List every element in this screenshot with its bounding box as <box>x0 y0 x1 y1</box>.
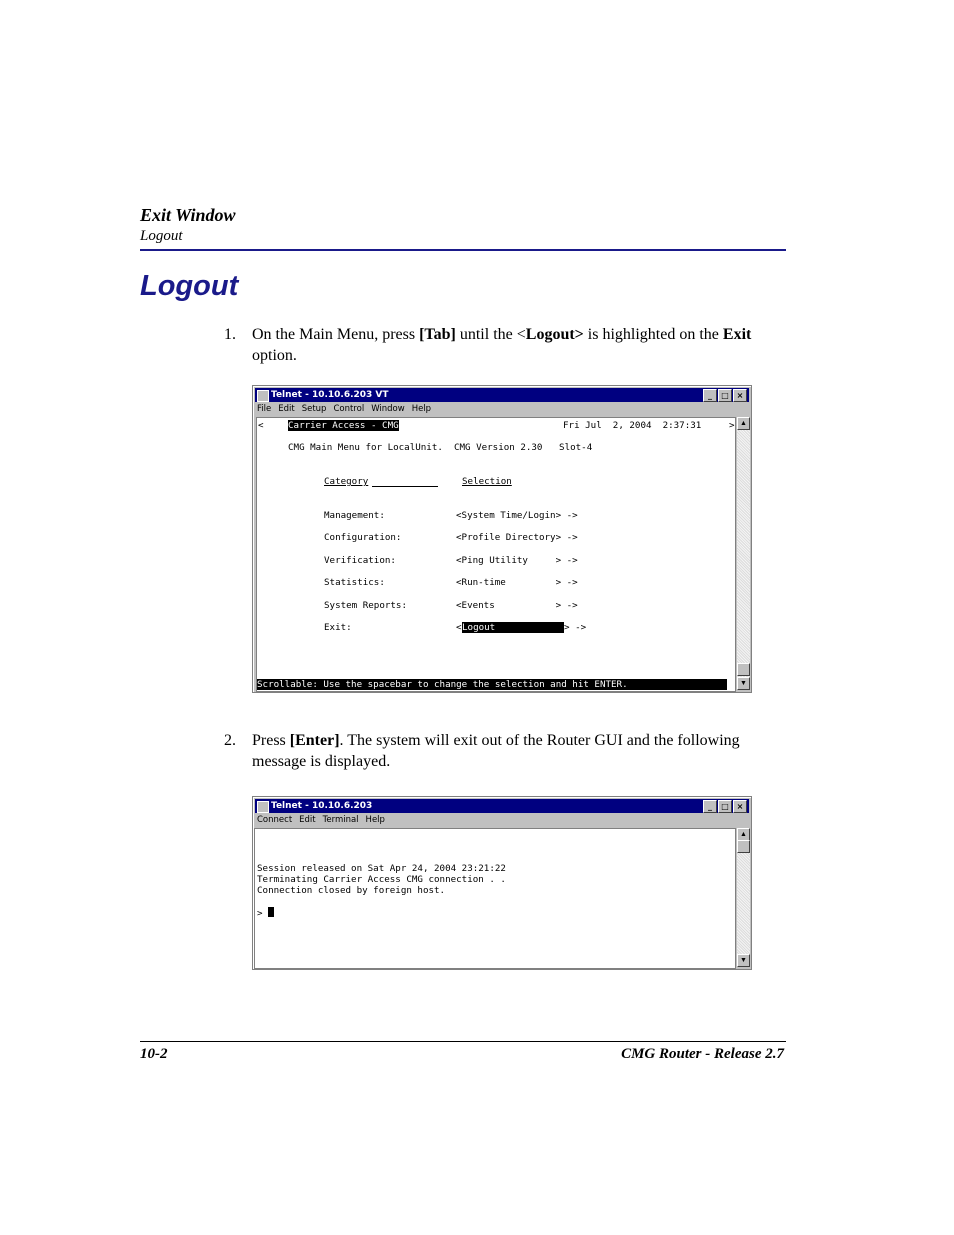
row-label-exit: Exit: <box>324 622 352 633</box>
menu-control[interactable]: Control <box>333 404 365 414</box>
row-value-statistics[interactable]: <Run-time > -> <box>456 577 578 588</box>
menu-edit[interactable]: Edit <box>278 404 295 414</box>
step-number: 2. <box>224 732 236 749</box>
telnet-window-session-closed <box>252 796 752 970</box>
terminating-line: Terminating Carrier Access CMG connection . . <box>257 874 506 885</box>
title-bar <box>255 388 749 402</box>
banner: Carrier Access - CMG <box>288 420 399 431</box>
row-label-configuration: Configuration: <box>324 532 402 543</box>
row-label-system-reports: System Reports: <box>324 600 407 611</box>
step-text: On the Main Menu, press [Tab] until the <Logout> is highlighted on the Exit option. <box>252 326 752 364</box>
close-button[interactable]: × <box>733 800 747 813</box>
connection-closed-line: Connection closed by foreign host. <box>257 885 446 896</box>
status-line: Scrollable: Use the spacebar to change the selection and hit ENTER. <box>257 679 727 690</box>
scroll-up-arrow-icon[interactable]: ▲ <box>737 828 750 841</box>
row-label-statistics: Statistics: <box>324 577 385 588</box>
category-underline <box>372 476 438 487</box>
terminal-screen[interactable] <box>254 828 736 969</box>
window-title: Telnet - 10.10.6.203 <box>271 801 373 811</box>
main-menu-line: CMG Main Menu for LocalUnit. CMG Version 2.30 Slot-4 <box>288 442 593 453</box>
window-title: Telnet - 10.10.6.203 VT <box>271 390 389 400</box>
menu-connect[interactable]: Connect <box>257 815 293 825</box>
vertical-scrollbar[interactable] <box>736 828 750 967</box>
row-value-system-reports[interactable]: <Events > -> <box>456 600 578 611</box>
section-subtitle: Logout <box>140 228 183 244</box>
row-value-configuration[interactable]: <Profile Directory> -> <box>456 532 578 543</box>
telnet-app-icon <box>257 390 269 402</box>
close-button[interactable]: × <box>733 389 747 402</box>
menu-help[interactable]: Help <box>411 404 432 414</box>
step-text: Press [Enter]. The system will exit out of the Router GUI and the following message is displayed. <box>252 732 740 770</box>
step-1 <box>224 324 786 368</box>
menu-help[interactable]: Help <box>365 815 385 825</box>
page-number: 10-2 <box>140 1046 168 1062</box>
header-rule <box>140 249 786 251</box>
title-bar <box>255 799 749 813</box>
maximize-button[interactable]: □ <box>718 800 732 813</box>
text-cursor <box>268 907 274 917</box>
menu-terminal[interactable]: Terminal <box>322 815 359 825</box>
row-value-verification[interactable]: <Ping Utility > -> <box>456 555 578 566</box>
scroll-down-arrow-icon[interactable]: ▼ <box>737 677 750 690</box>
minimize-button[interactable]: _ <box>703 389 717 402</box>
logout-selection-highlighted[interactable]: Logout <box>462 622 564 633</box>
selection-header: Selection <box>462 476 512 487</box>
scroll-down-arrow-icon[interactable]: ▼ <box>737 954 750 967</box>
menu-bar <box>257 814 392 827</box>
row-value-management[interactable]: <System Time/Login> -> <box>456 510 578 521</box>
menu-window[interactable]: Window <box>371 404 405 414</box>
chapter-title: Exit Window <box>140 205 236 225</box>
scroll-thumb[interactable] <box>737 663 750 676</box>
row-label-management: Management: <box>324 510 385 521</box>
tab-key: [Tab] <box>419 326 456 343</box>
row-label-verification: Verification: <box>324 555 396 566</box>
telnet-app-icon <box>257 801 269 813</box>
product-release: CMG Router - Release 2.7 <box>621 1046 784 1062</box>
menu-setup[interactable]: Setup <box>301 404 327 414</box>
menu-file[interactable]: File <box>257 404 272 414</box>
vertical-scrollbar[interactable] <box>736 417 750 690</box>
scroll-thumb[interactable] <box>737 840 750 853</box>
telnet-window-main-menu <box>252 385 752 693</box>
maximize-button[interactable]: □ <box>718 389 732 402</box>
menu-edit[interactable]: Edit <box>299 815 316 825</box>
step-2 <box>224 730 786 774</box>
footer-rule <box>140 1041 786 1042</box>
prompt: > <box>257 907 274 919</box>
menu-bar <box>257 403 438 416</box>
terminal-screen[interactable]: < Carrier Access - CMG Fri Jul 2, 2004 2:37:31 > CMG Main Menu for LocalUnit. CMG Version 2.30 Slot-4 Category Selection Management: <System Time/Login> -> Configuration: <Profile Directory> -> Verification: <Ping Utility > -> Statistics: <Run-time > -> System Reports: <Events > -> Exit: < Logout > -> Scrollable: Use the spacebar to change the selection and hit ENTER. <box>256 417 736 692</box>
datetime: Fri Jul 2, 2004 2:37:31 <box>563 420 702 431</box>
step-number: 1. <box>224 326 236 343</box>
scroll-up-arrow-icon[interactable]: ▲ <box>737 417 750 430</box>
enter-key: [Enter] <box>289 732 340 749</box>
section-title: Logout <box>140 270 239 302</box>
minimize-button[interactable]: _ <box>703 800 717 813</box>
category-header: Category <box>324 476 369 487</box>
session-released-line: Session released on Sat Apr 24, 2004 23:21:22 <box>257 863 506 874</box>
